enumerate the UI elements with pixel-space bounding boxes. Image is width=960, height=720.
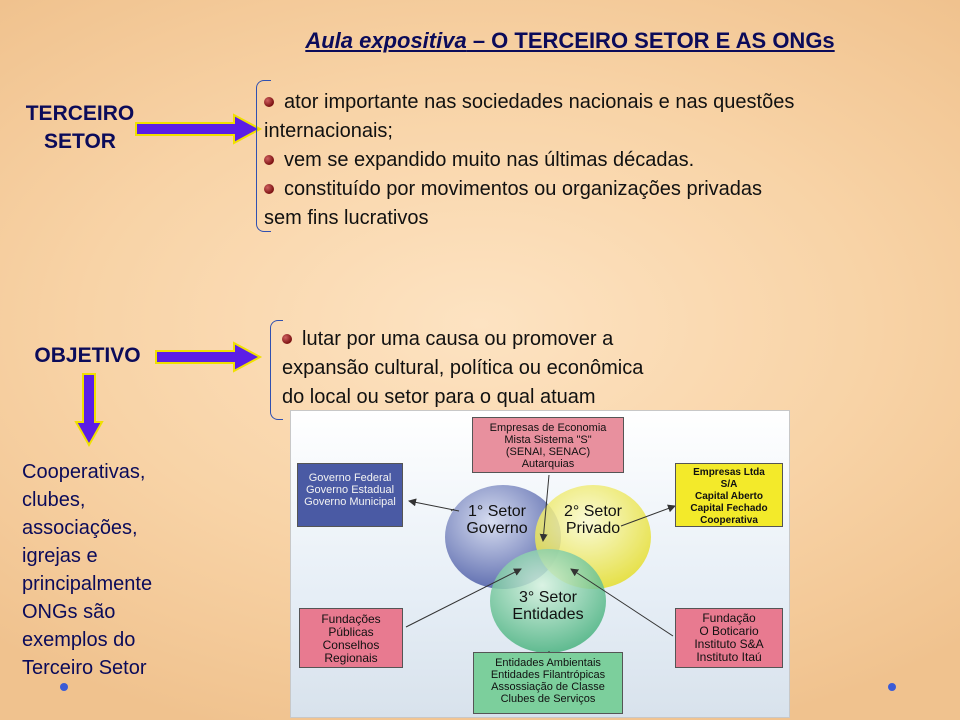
arrow-right-icon [134,112,264,146]
arrow-line [409,501,459,511]
examples-line: exemplos do [22,629,136,651]
objetivo-bullet-line3: do local ou setor para o qual atuam [282,386,596,408]
decorative-dot-right [888,683,896,691]
circle-priv-label: 2° Setor Privado [564,503,622,537]
box-government: Governo Federal Governo Estadual Governo Municipal [297,463,403,527]
examples-line: ONGs são [22,601,116,623]
terceiro-setor-label [10,100,150,156]
terceiro-label-line1: TERCEIRO [25,102,135,125]
terceiro-bullets [264,88,954,233]
examples-line: Terceiro Setor [22,657,147,679]
bullet-dot-icon [282,334,292,344]
examples-text [22,458,222,682]
box-public-foundations: Fundações Públicas Conselhos Regionais [299,608,403,668]
sectors-diagram [290,410,790,718]
decorative-dot-left [60,683,68,691]
box-private-foundations: Fundação O Boticario Instituto S&A Instituto Itaú [675,608,783,668]
box-entities: Entidades Ambientais Entidades Filantrópicas Assossiação de Classe Clubes de Serviços [473,652,623,714]
bullet-dot-icon [264,97,274,107]
terceiro-bullet-3-cont: sem fins lucrativos [264,207,429,229]
arrow-right-icon [154,340,264,374]
bullet-dot-icon [264,184,274,194]
terceiro-label-line2: SETOR [44,130,116,153]
arrow-down-icon [74,372,104,448]
slide-title [0,28,960,54]
objetivo-bullet-line2: expansão cultural, política ou econômica [282,357,644,379]
examples-line: associações, [22,517,138,539]
examples-line: principalmente [22,573,153,595]
circle-ent-label: 3° Setor Entidades [512,589,584,623]
title-prefix: Aula expositiva [305,28,467,53]
terceiro-bullet-1-cont: internacionais; [264,120,393,142]
title-rest: – O TERCEIRO SETOR E AS ONGs [466,28,835,53]
objetivo-label: OBJETIVO [34,344,141,367]
box-private: Empresas Ltda S/A Capital Aberto Capital Fechado Cooperativa [675,463,783,527]
objetivo-bullet-line1: lutar por uma causa ou promover a [282,325,752,354]
bullet-dot-icon [264,155,274,165]
box-mixed-economy: Empresas de Economia Mista Sistema "S" (SENAI, SENAC) Autarquias [472,417,624,473]
examples-line: Cooperativas, [22,461,146,483]
examples-line: igrejas e [22,545,98,567]
terceiro-bullet-3: constituído por movimentos ou organizações privadas [264,175,954,204]
terceiro-bullet-2: vem se expandido muito nas últimas décadas. [264,146,954,175]
examples-line: clubes, [22,489,86,511]
circle-gov-label: 1° Setor Governo [466,503,528,537]
objetivo-bullets [282,325,752,412]
terceiro-bullet-1: ator importante nas sociedades nacionais e nas questões [264,88,954,117]
